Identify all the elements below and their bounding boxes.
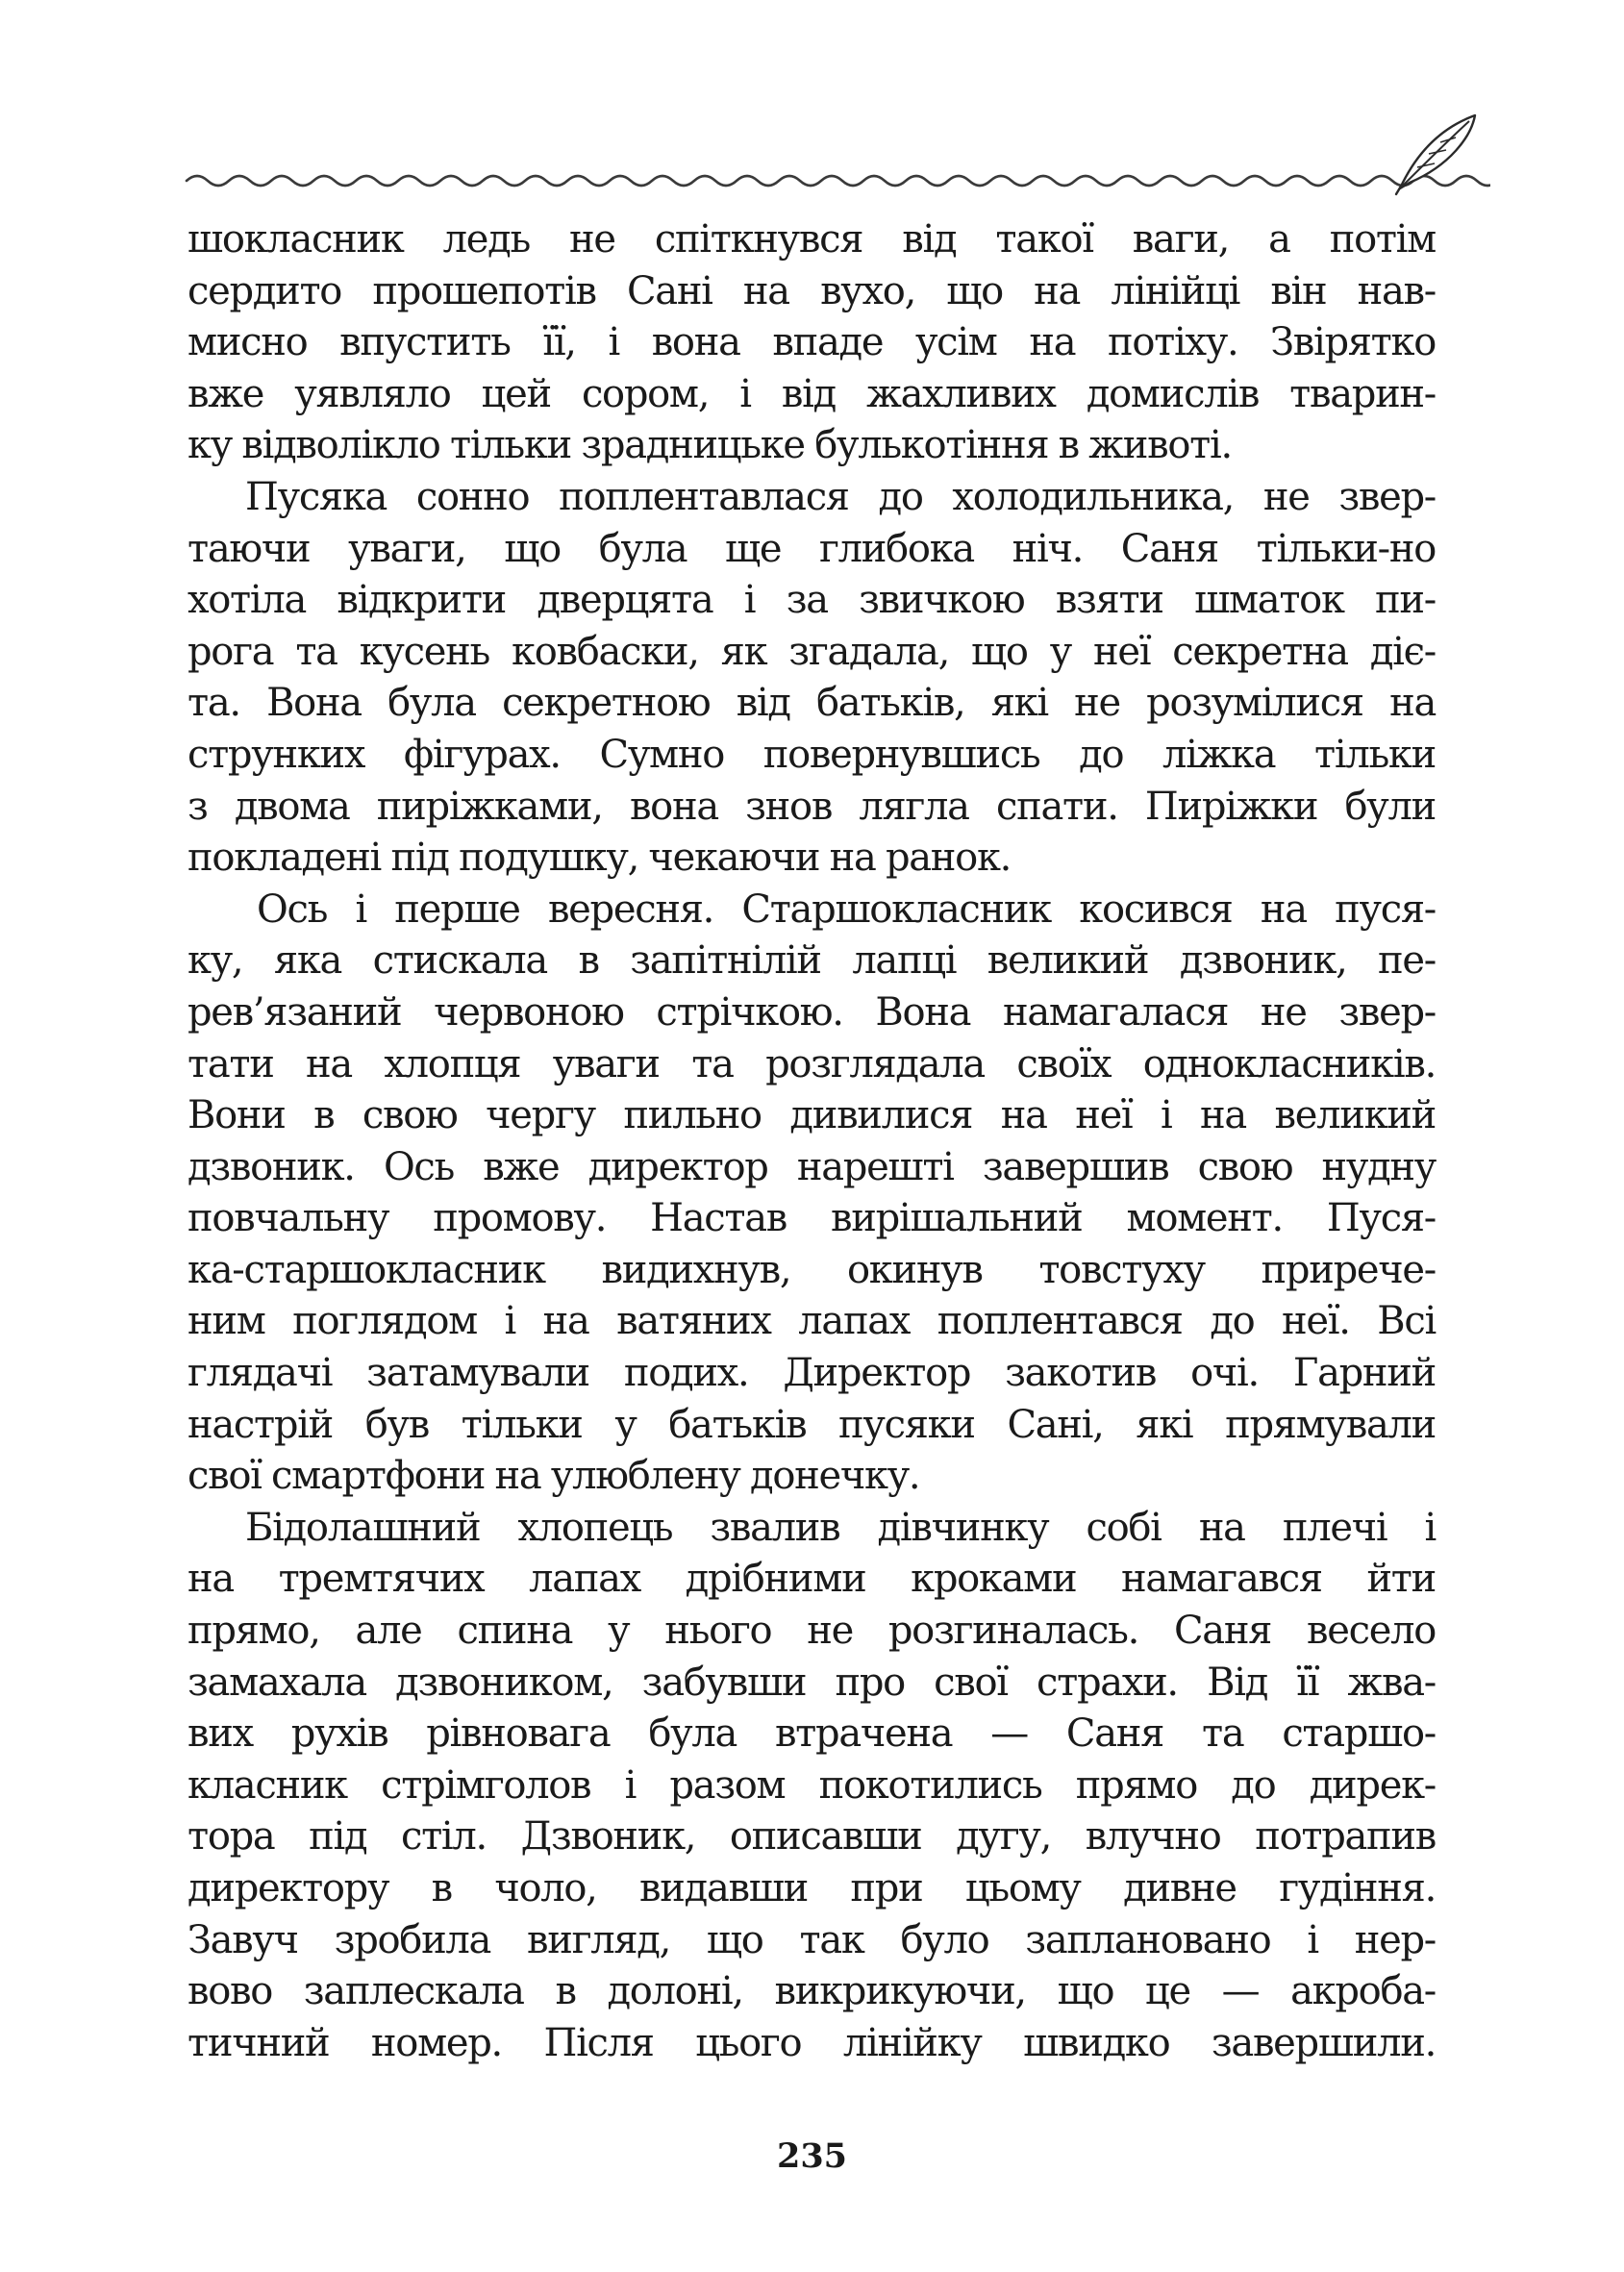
text-line: ним поглядом і на ватяних лапах поплентався до неї. Всі bbox=[187, 1299, 1436, 1344]
body-text bbox=[187, 214, 1436, 2069]
text-line: шокласник ледь не спіткнувся від такої ваги, а потім bbox=[187, 217, 1436, 262]
text-line: глядачі затамували подих. Директор закотив очі. Гарний bbox=[187, 1351, 1436, 1396]
text-line: тати на хлопця уваги та розглядала своїх однокласників. bbox=[187, 1041, 1436, 1086]
text-line: директору в чоло, видавши при цьому дивне гудіння. bbox=[187, 1866, 1436, 1910]
text-line: прямо, але спина у нього не розгиналась. Саня весело bbox=[187, 1609, 1436, 1654]
page-number: 235 bbox=[776, 2136, 848, 2176]
text-line: таючи уваги, що була ще глибока ніч. Саня тільки-но bbox=[187, 526, 1436, 571]
text-line: вово заплескала в долоні, викрикуючи, що це — акроба- bbox=[187, 1969, 1436, 2014]
text-line: з двома пиріжками, вона знов лягла спати. Пиріжки були bbox=[187, 784, 1436, 829]
text-line: настрій був тільки у батьків пусяки Сані, які прямували bbox=[187, 1402, 1436, 1447]
text-line: струнких фігурах. Сумно повернувшись до ліжка тільки bbox=[187, 732, 1436, 777]
text-line: сердито прошепотів Сані на вухо, що на лінійці він нав- bbox=[187, 268, 1436, 313]
text-line: на тремтячих лапах дрібними кроками намагався йти bbox=[187, 1557, 1436, 1602]
text-line: вих рухів рівновага була втрачена — Саня та старшо- bbox=[187, 1711, 1436, 1757]
text-line: Вони в свою чергу пильно дивилися на неї і на великий bbox=[187, 1093, 1436, 1138]
text-line: вже уявляло цей сором, і від жахливих домислів тварин- bbox=[187, 371, 1436, 416]
text-line: тора під стіл. Дзвоник, описавши дугу, влучно потрапив bbox=[187, 1814, 1436, 1860]
text-line: повчальну промову. Настав вирішальний момент. Пуся- bbox=[187, 1196, 1436, 1241]
header-ornament bbox=[183, 108, 1490, 200]
text-line: хотіла відкрити дверцята і за звичкою взяти шматок пи- bbox=[187, 578, 1436, 623]
text-line: дзвоник. Ось вже директор нарешті завершив свою нудну bbox=[187, 1144, 1436, 1189]
text-line: мисно впустить її, і вона впаде усім на потіху. Звірятко bbox=[187, 320, 1436, 365]
text-line: ку відволікло тільки зрадницьке булькотіння в животі. bbox=[187, 423, 1232, 468]
text-line: покладені під подушку, чекаючи на ранок. bbox=[187, 836, 1012, 881]
text-line: рев’язаний червоною стрічкою. Вона намагалася не звер- bbox=[187, 989, 1436, 1035]
text-line: Пусяка сонно поплентавлася до холодильника, не звер- bbox=[245, 474, 1436, 519]
text-line: тичний номер. Після цього лінійку швидко завершили. bbox=[187, 2020, 1436, 2065]
text-line: Завуч зробила вигляд, що так було заплановано і нер- bbox=[187, 1917, 1436, 1962]
wavy-line-divider bbox=[187, 176, 1490, 186]
text-line: Ось і перше вересня. Старшокласник косився на пуся- bbox=[257, 886, 1436, 932]
text-line: ка-старшокласник видихнув, окинув товстуху приречe- bbox=[187, 1247, 1436, 1292]
text-line: класник стрімголов і разом покотились прямо до дирек- bbox=[187, 1762, 1436, 1808]
text-line: ку, яка стискала в запітнілій лапці великий дзвоник, пе- bbox=[187, 938, 1436, 984]
text-line: замахала дзвоником, забувши про свої страхи. Від її жва- bbox=[187, 1660, 1436, 1705]
text-line: рога та кусень ковбаски, як згадала, що у неї секретна діє- bbox=[187, 629, 1436, 674]
text-line: Бідолашний хлопець звалив дівчинку собі на плечі і bbox=[245, 1505, 1436, 1550]
text-line: свої смартфони на улюблену донечку. bbox=[187, 1454, 920, 1499]
text-line: та. Вона була секретною від батьків, які не розумілися на bbox=[187, 681, 1436, 726]
